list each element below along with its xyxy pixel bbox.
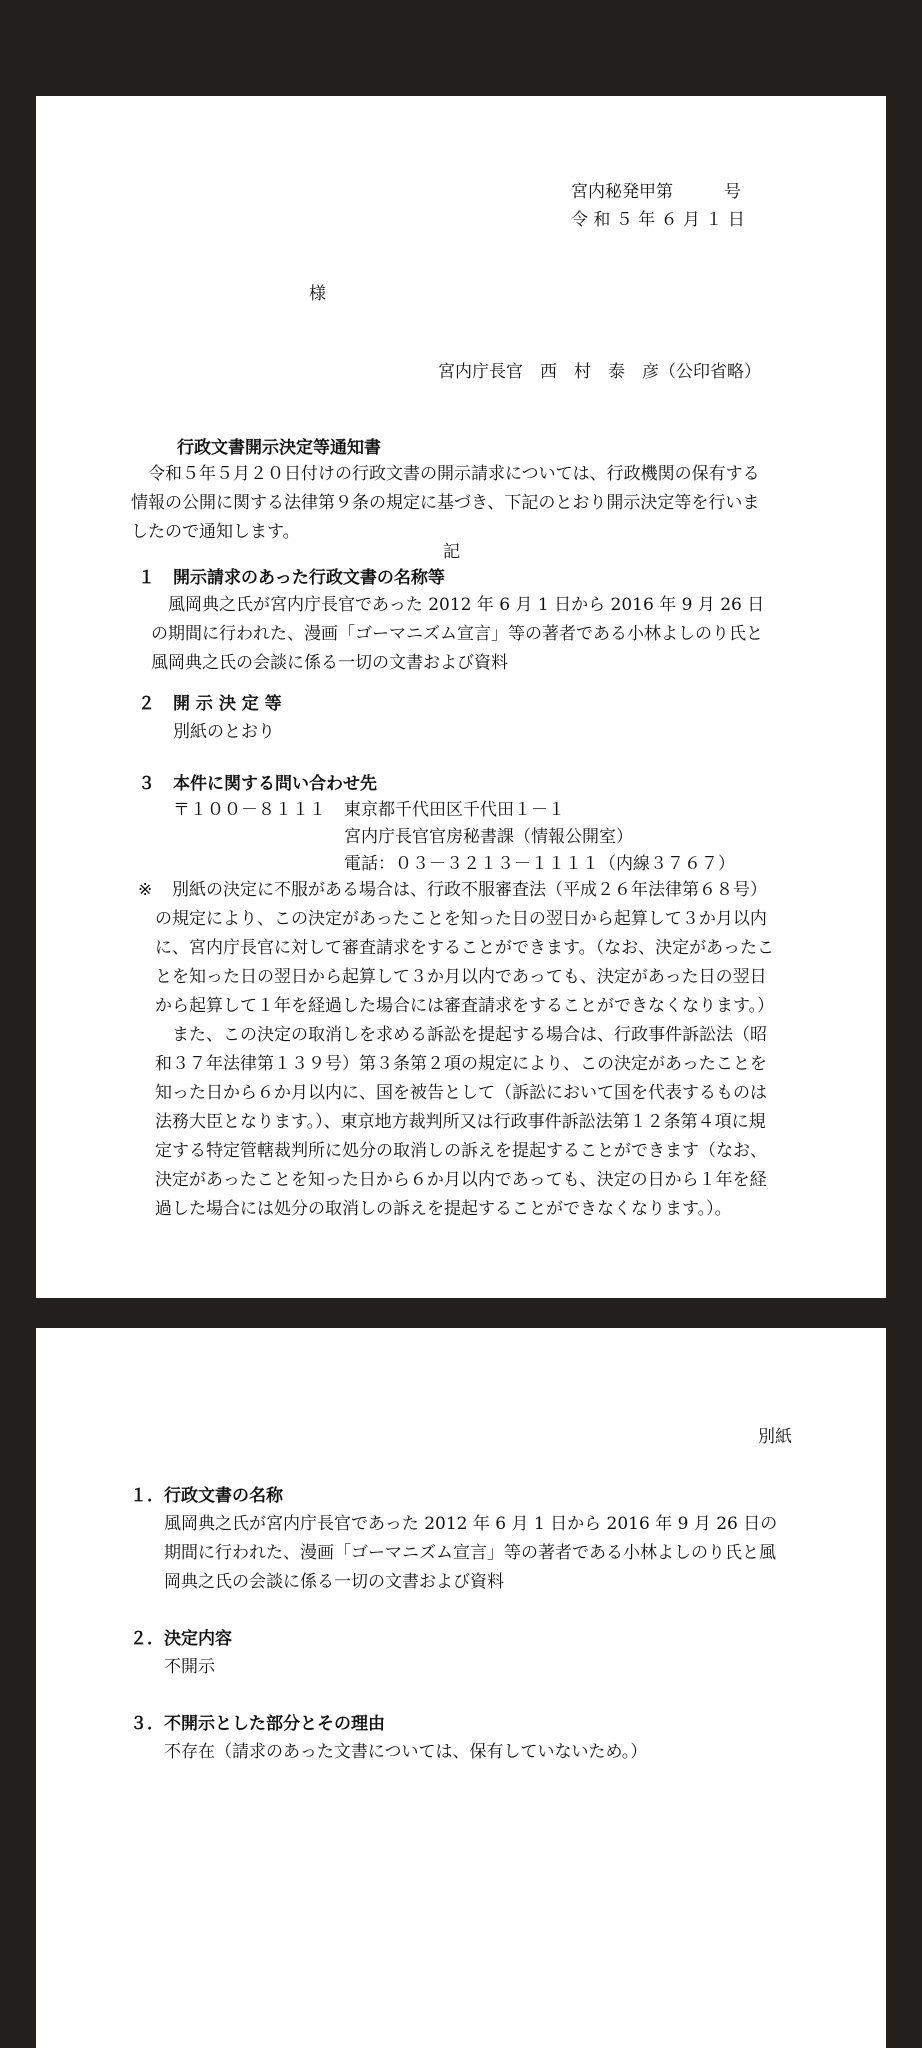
note-paragraph-1: 別紙の決定に不服がある場合は、行政不服審査法（平成２６年法律第６８号）の規定により、この決定があったことを知った日の翌日から起算して３か月以内に、宮内庁長官に対して審査請求をすることができます。（なお、決定があったことを知った日の翌日から起算して３か月以内であっても、決定があった日の翌日から起算して１年を経過した場合には審査請求をすることができなくなります。） <box>155 880 775 1016</box>
section-2-number: ２ <box>138 694 155 714</box>
item-2-heading: 決定内容 <box>164 1629 232 1649</box>
contact-phone: 電話：０３－３２１３－１１１１（内線３７６７） <box>344 854 735 874</box>
item-2-number: ２． <box>130 1629 164 1649</box>
section-1-heading: 開示請求のあった行政文書の名称等 <box>173 568 445 588</box>
item-1-heading: 行政文書の名称 <box>164 1486 283 1506</box>
item-3-body: 不存在（請求のあった文書については、保有していないため。） <box>164 1742 648 1762</box>
document-number: 宮内秘発甲第 号 <box>571 182 741 202</box>
sender-name: 宮内庁長官 西 村 泰 彦（公印省略） <box>438 362 761 382</box>
document-page-1 <box>36 96 886 1298</box>
attachment-label: 別紙 <box>758 1427 792 1447</box>
postal-code: 〒１００－８１１１ <box>173 800 326 820</box>
intro-paragraph: 令和５年５月２０日付けの行政文書の開示請求については、行政機関の保有する情報の公開に関する法律第９条の規定に基づき、下記のとおり開示決定等を行いましたので通知します。 <box>131 464 760 542</box>
section-1-number: １ <box>138 568 155 588</box>
contact-address: 東京都千代田区千代田１－１ <box>344 800 565 820</box>
note-paragraph-2: また、この決定の取消しを求める訴訟を提起する場合は、行政事件訴訟法（昭和３７年法律第１３９号）第３条第２項の規定により、この決定があったことを知った日から６か月以内に、国を被告として（訴訟において国を代表するものは法務大臣となります。）、東京地方裁判所又は行政事件訴訟法第１２条第４項に規定する特定管轄裁判所に処分の取消しの訴えを提起することができます（なお、決定があったことを知った日から６か月以内であっても、決定の日から１年を経過した場合には処分の取消しの訴えを提起することができなくなります。）。 <box>155 1025 767 1219</box>
section-3-heading: 本件に関する問い合わせ先 <box>173 774 377 794</box>
item-3-number: ３． <box>130 1714 164 1734</box>
document-title: 行政文書開示決定等通知書 <box>177 438 381 458</box>
document-date: 令 和 ５ 年 ６ 月 １ 日 <box>571 210 745 230</box>
item-3-heading: 不開示とした部分とその理由 <box>164 1714 385 1734</box>
item-1-number: １． <box>130 1486 164 1506</box>
section-3-number: ３ <box>138 774 155 794</box>
item-1-body: 風岡典之氏が宮内庁長官であった 2012 年 6 月 1 日から 2016 年 9 月 26 日の期間に行われた、漫画「ゴーマニズム宣言」等の著者である小林よしのり氏と風岡典之氏の会談に係る一切の文書および資料 <box>164 1514 778 1592</box>
addressee-suffix: 様 <box>309 284 326 304</box>
section-1-body: 風岡典之氏が宮内庁長官であった 2012 年 6 月 1 日から 2016 年 9 月 26 日の期間に行われた、漫画「ゴーマニズム宣言」等の著者である小林よしのり氏と風岡典之氏の会談に係る一切の文書および資料 <box>151 595 765 673</box>
section-2-heading: 開 示 決 定 等 <box>173 694 282 714</box>
section-2-body: 別紙のとおり <box>173 722 275 742</box>
ki-marker: 記 <box>443 542 460 562</box>
note-mark: ※ <box>138 880 153 900</box>
item-2-body: 不開示 <box>164 1657 215 1677</box>
document-page-2 <box>36 1328 886 2048</box>
contact-office: 宮内庁長官官房秘書課（情報公開室） <box>344 827 633 847</box>
